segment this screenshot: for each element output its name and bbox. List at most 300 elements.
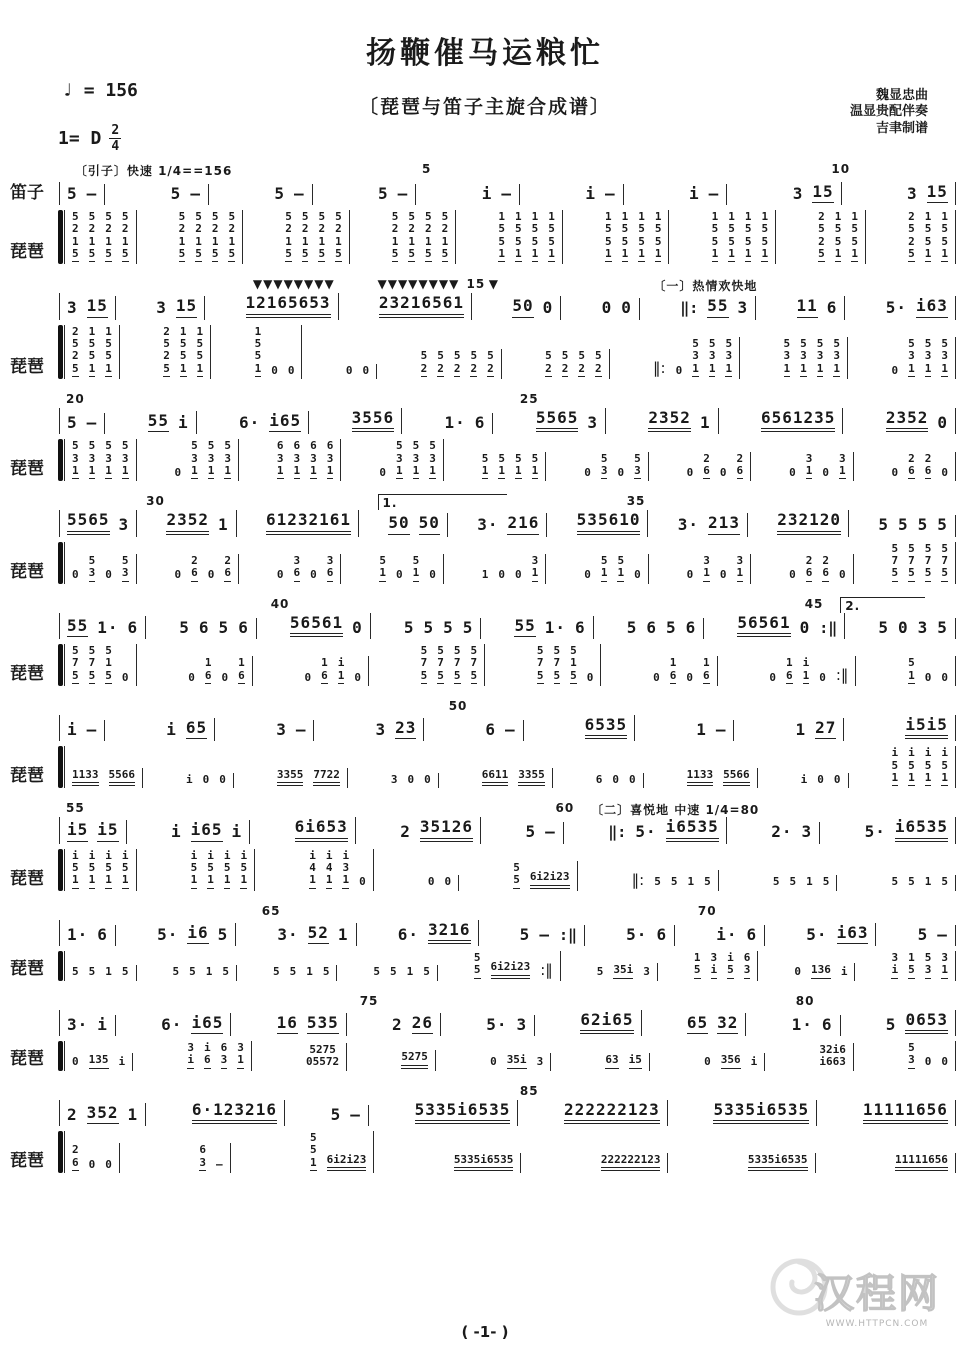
measure: [879, 408, 956, 434]
measure-mark: 20: [66, 391, 85, 406]
measure: [303, 1131, 374, 1173]
chord-note: 1: [238, 656, 245, 670]
measure: [65, 1053, 133, 1070]
measure-mark: 5: [422, 162, 432, 176]
measure: [901, 210, 956, 264]
quarter-note-icon: ♩: [62, 80, 73, 101]
measure: [385, 210, 457, 264]
chord-note: 6: [805, 566, 813, 580]
note-token: [748, 1154, 808, 1171]
chord-note: 6: [326, 439, 334, 453]
chord-note: 5: [470, 349, 478, 363]
chord-note: 5: [638, 234, 645, 248]
measure: [646, 337, 740, 379]
chord-stack: [191, 850, 198, 889]
note-token: 0: [352, 617, 363, 637]
chord-note: 1: [321, 656, 328, 670]
chord-note: i: [710, 963, 718, 977]
chord-note: 5: [924, 541, 932, 555]
instrument-label-pipa: 琵琶: [10, 766, 44, 787]
note-token: [823, 876, 830, 888]
melody-line: [10, 920, 956, 946]
chord-note: 5: [163, 361, 170, 375]
chord-note: 5: [728, 222, 735, 236]
chord-note: 3: [220, 1053, 228, 1067]
accompaniment-line: [10, 746, 956, 788]
chord-note: 3: [783, 349, 791, 363]
chord-note: 6: [736, 463, 744, 477]
accomp-measures: [64, 644, 956, 686]
chord-note: 2: [228, 222, 236, 236]
measure: [165, 965, 237, 980]
note-token: [817, 774, 824, 786]
chord-stack: [908, 338, 915, 377]
chord-note: i: [223, 848, 231, 862]
measure: [65, 965, 137, 980]
chord-note: 7: [941, 553, 948, 567]
chord-note: 1: [301, 234, 309, 248]
chord-note: 6: [238, 668, 245, 682]
accompaniment-line: [10, 1041, 956, 1071]
chord-note: 0: [941, 465, 948, 479]
chord-note: 0: [490, 1055, 497, 1069]
measure: [259, 510, 359, 536]
note-token: 5: [878, 515, 890, 535]
chord-stack: [105, 211, 112, 262]
chord-note: 0: [686, 670, 693, 684]
note-token: 3556: [352, 409, 395, 432]
measure: [884, 951, 956, 981]
measure-mark: 30: [146, 494, 165, 509]
note-token: 5: [898, 515, 909, 535]
chord-stack: [437, 350, 444, 377]
chord-stack: [728, 211, 735, 262]
chord-note: 2: [72, 349, 79, 363]
chord-note: 136: [811, 964, 831, 978]
measure: [706, 1100, 817, 1126]
chord-note: 5: [211, 210, 219, 223]
note-token: i6535: [666, 818, 719, 841]
chord-note: 5: [121, 965, 129, 979]
chord-note: 1: [703, 566, 710, 580]
chord-note: 5: [727, 963, 734, 977]
note-token: —: [295, 719, 307, 739]
score-system: [10, 162, 956, 264]
chord-note: 5: [531, 234, 539, 248]
chord-note: 5: [72, 860, 79, 874]
chord-note: 5: [441, 246, 449, 260]
chord-note: 1: [88, 324, 96, 338]
chord-note: 0: [704, 1055, 711, 1069]
chord-note: 1: [728, 246, 735, 260]
chord-note: 1: [105, 965, 112, 979]
chord-note: 3: [692, 349, 699, 363]
chord-note: 7: [553, 656, 561, 670]
note-token: 232120: [777, 511, 841, 534]
melody-measures: [59, 613, 956, 639]
chord-stack: [195, 211, 202, 262]
chord-note: 1: [337, 668, 345, 682]
marks-row: [66, 494, 956, 510]
note-token: [72, 769, 99, 786]
accompaniment-line: [10, 951, 956, 981]
measure: [385, 1013, 441, 1036]
note-token: 0: [799, 617, 811, 637]
note-token: 5: [218, 617, 230, 637]
marks-row: [66, 1084, 956, 1100]
chord-note: 5: [223, 860, 231, 874]
chord-note: 2: [736, 451, 744, 465]
measure: [478, 720, 523, 741]
chord-stack: [725, 338, 732, 377]
chord-note: 1: [224, 463, 231, 477]
chord-note: 2: [908, 234, 915, 248]
note-token: i65: [191, 821, 223, 841]
measure: [770, 510, 849, 536]
instrument-label-pipa: 琵琶: [10, 561, 44, 582]
chord-stack: [605, 211, 612, 262]
chord-note: 5: [545, 349, 552, 363]
chord-note: 3: [88, 451, 96, 465]
measure: [297, 656, 369, 686]
chord-note: 1: [908, 770, 915, 784]
chord-stack: [908, 952, 915, 979]
chord-note: 5: [178, 210, 186, 223]
measure: [372, 293, 472, 319]
chord-note: 5: [908, 541, 915, 555]
note-token: 5: [179, 617, 190, 637]
chord-note: 1: [531, 566, 539, 580]
note-token: 32: [717, 1014, 738, 1034]
measure: [754, 408, 843, 434]
measure: [680, 452, 752, 482]
instrument-label-dizi: [10, 739, 58, 741]
measure: [438, 413, 494, 434]
chord-stack: [122, 211, 129, 262]
chord-note: 6: [595, 772, 603, 786]
watermark-logo-icon: [764, 1252, 834, 1322]
chord-stack: [72, 211, 79, 262]
note-token: 6·: [397, 924, 419, 944]
chord-note: 1: [211, 234, 219, 248]
melody-line: [10, 408, 956, 434]
chord-note: 5: [322, 965, 330, 979]
chord-stack: [941, 211, 948, 262]
chord-note: 2: [441, 222, 449, 236]
subtitle: 〔琵琶与笛子主旋合成谱〕: [358, 96, 611, 118]
chord-note: i: [840, 965, 848, 979]
note-token: [174, 467, 181, 479]
note-token: 50: [419, 514, 440, 534]
chord-note: i: [186, 772, 193, 786]
chord-note: 5: [88, 668, 96, 682]
note-token: 5·: [626, 924, 648, 944]
note-token: —: [708, 183, 720, 203]
note-token: —: [505, 719, 516, 739]
chord-note: 6: [72, 1155, 79, 1169]
measure: [513, 925, 585, 946]
note-token: 23216561: [379, 294, 464, 317]
measure: [689, 720, 734, 741]
chord-note: 0: [72, 1055, 79, 1069]
note-token: [454, 1154, 514, 1171]
note-token: [222, 966, 229, 978]
page-title: 扬鞭催马运粮忙: [366, 36, 604, 71]
chord-note: i: [750, 1055, 758, 1069]
accomp-measures: [64, 325, 956, 379]
chord-note: 6: [220, 1040, 228, 1054]
note-token: 5: [917, 515, 929, 535]
chord-note: i: [727, 950, 734, 964]
chord-note: 0: [88, 1157, 96, 1171]
note-token: [687, 769, 714, 786]
chord-note: 3: [121, 566, 129, 580]
chord-note: 5: [189, 965, 196, 979]
measure: [414, 349, 502, 379]
measure: [397, 618, 482, 639]
instrument-label-dizi: [10, 432, 58, 434]
chord-note: 2: [178, 222, 186, 236]
measure: [505, 296, 561, 319]
chord-note: 5: [908, 336, 915, 350]
chord-note: 5: [207, 860, 214, 874]
chord-note: 5: [548, 234, 555, 248]
chord-stack: [515, 211, 522, 262]
chord-note: 1: [924, 875, 932, 889]
note-token: 5: [937, 617, 948, 637]
note-token: [687, 467, 694, 479]
chord-note: 3: [121, 451, 129, 465]
note-token: [891, 876, 898, 888]
measure: [366, 965, 438, 980]
chord-note: 5: [531, 451, 539, 465]
chord-note: 7722: [313, 769, 340, 786]
note-token: [221, 672, 228, 684]
chord-stack: [513, 862, 520, 889]
note-token: [498, 569, 505, 581]
chord-stack: [191, 440, 198, 479]
chord-stack: [670, 657, 677, 684]
chord-note: 6: [293, 439, 301, 453]
note-token: i: [166, 719, 177, 739]
chord-note: 1: [326, 463, 334, 477]
measure: [65, 768, 143, 788]
chord-note: 0: [515, 568, 522, 582]
chord-note: 2: [163, 324, 170, 338]
note-token: i: [231, 822, 243, 842]
measure: [898, 715, 956, 741]
chord-note: 1: [88, 873, 96, 887]
marks-row: [66, 801, 956, 817]
measure: [705, 210, 777, 264]
measure: [911, 925, 956, 946]
chord-note: 5: [473, 950, 481, 964]
note-token: 15: [927, 183, 948, 203]
chord-note: 1: [179, 324, 187, 338]
measure: [278, 210, 350, 264]
measure: [538, 349, 610, 379]
chord-stack: [839, 453, 846, 480]
chord-note: 5: [240, 860, 248, 874]
chord-stack: [786, 657, 793, 684]
chord-note: 5: [72, 965, 79, 979]
chord-stack: [327, 440, 334, 479]
chord-note: 0: [924, 670, 932, 684]
chord-stack: [310, 440, 317, 479]
note-token: [530, 871, 570, 888]
chord-note: 5: [379, 553, 386, 567]
chord-note: 5: [834, 222, 842, 236]
chord-stack: [122, 555, 129, 582]
chord-note: 1: [515, 210, 522, 223]
chord-stack: [498, 211, 505, 262]
measure: [288, 817, 356, 843]
chord-note: 0: [584, 568, 591, 582]
chord-note: 6: [224, 566, 231, 580]
note-token: 5: [67, 412, 78, 432]
repeat-sign: :‖: [819, 618, 838, 637]
chord-note: 5: [536, 668, 544, 682]
note-token: 0: [937, 412, 948, 432]
measure: [764, 822, 820, 843]
note-token: 26: [412, 1014, 433, 1034]
chord-note: 3: [924, 963, 932, 977]
chord-note: 1: [600, 566, 608, 580]
note-token: 35126: [420, 818, 473, 841]
chord-note: 5: [190, 860, 198, 874]
chord-note: 5: [941, 758, 948, 772]
note-token: i5i5: [905, 716, 948, 739]
measure: [871, 515, 956, 536]
chord-note: 5: [708, 336, 716, 350]
measure-mark: 70: [697, 903, 717, 918]
note-token: [925, 672, 932, 684]
note-token: [841, 966, 848, 978]
measure-mark: 55: [66, 801, 85, 816]
pipa-brace: [58, 746, 63, 788]
note-token: 55: [67, 617, 88, 637]
note-token: [277, 569, 284, 581]
chord-note: 0: [407, 772, 415, 786]
note-token: i63: [916, 297, 948, 317]
chord-note: 5: [800, 336, 807, 350]
chord-note: 5: [548, 222, 555, 236]
chord-note: 0: [617, 465, 625, 479]
note-token: [105, 966, 112, 978]
accomp-measures: [64, 542, 956, 584]
chord-stack: [180, 326, 187, 377]
note-token: [89, 1054, 109, 1068]
chord-note: 5: [654, 875, 661, 889]
chord-note: 5: [818, 246, 825, 260]
note-token: [806, 876, 813, 888]
measure: [884, 875, 956, 890]
chord-note: 1: [604, 246, 612, 260]
melody-measures: [59, 408, 956, 434]
chord-stack: [342, 850, 349, 889]
measure: [159, 510, 236, 536]
note-token: 15: [176, 297, 197, 317]
chord-note: 1: [941, 963, 948, 977]
chord-stack: [408, 211, 415, 262]
note-token: —: [190, 183, 201, 203]
chord-note: 2: [301, 222, 309, 236]
chord-note: 0: [719, 465, 727, 479]
chord-note: 2: [578, 361, 585, 375]
measure: [60, 616, 146, 639]
chord-stack: [421, 645, 428, 684]
chord-note: 5: [105, 349, 112, 363]
chord-note: 1: [325, 873, 333, 887]
chord-note: 1: [604, 210, 612, 223]
measure: [788, 718, 844, 741]
chord-note: 0: [498, 568, 505, 582]
chord-note: 5: [617, 553, 625, 567]
chord-note: 7: [72, 656, 79, 670]
measure: [856, 1100, 956, 1126]
note-token: 3: [792, 183, 804, 203]
chord-note: 5: [621, 234, 629, 248]
note-token: 6: [821, 1014, 833, 1034]
chord-note: 3: [293, 553, 301, 567]
note-token: —: [937, 924, 948, 944]
chord-note: 0: [675, 363, 683, 377]
measure-mark: 〔一〕热情欢快地: [653, 279, 758, 294]
chord-note: 1: [531, 246, 539, 260]
chord-note: 5: [412, 553, 420, 567]
measure-mark: 10: [831, 162, 851, 176]
measure-mark: 〔引子〕快速 1/4==156: [74, 164, 233, 178]
chord-note: 2: [453, 361, 461, 375]
chord-note: 5: [728, 234, 735, 248]
accomp-measures: [64, 849, 956, 891]
note-token: i63: [837, 924, 869, 944]
note-token: [773, 876, 780, 888]
pipa-brace: [58, 951, 63, 981]
chord-note: 1: [207, 463, 215, 477]
chord-stack: [105, 645, 112, 684]
note-token: 2: [67, 1104, 78, 1124]
chord-note: 5566: [723, 769, 750, 786]
chord-note: 356: [721, 1054, 741, 1068]
note-token: [834, 774, 841, 786]
chord-note: 7: [924, 553, 932, 567]
measure: [777, 337, 849, 379]
note-token: 3: [917, 617, 929, 637]
note-token: 6: [127, 617, 139, 637]
chord-note: 3: [941, 349, 948, 363]
chord-note: 5: [453, 349, 461, 363]
note-token: i: [177, 412, 189, 432]
chord-stack: [655, 211, 662, 262]
instrument-label-pipa: 琵琶: [10, 242, 44, 263]
accompaniment-line: [10, 439, 956, 481]
note-token: [359, 876, 366, 888]
chord-note: i: [337, 656, 345, 670]
note-token: [671, 876, 678, 888]
chord-note: 5: [851, 222, 859, 236]
chord-stack: [89, 211, 96, 262]
note-token: [643, 966, 650, 978]
measure: [372, 439, 444, 481]
chord-note: 1: [941, 210, 948, 223]
note-token: i: [170, 822, 182, 842]
accompaniment-line: [10, 1131, 956, 1173]
chord-note: 5: [72, 668, 79, 682]
chord-note: 5: [301, 210, 309, 223]
note-token: 0: [542, 298, 554, 318]
note-token: [676, 365, 683, 377]
